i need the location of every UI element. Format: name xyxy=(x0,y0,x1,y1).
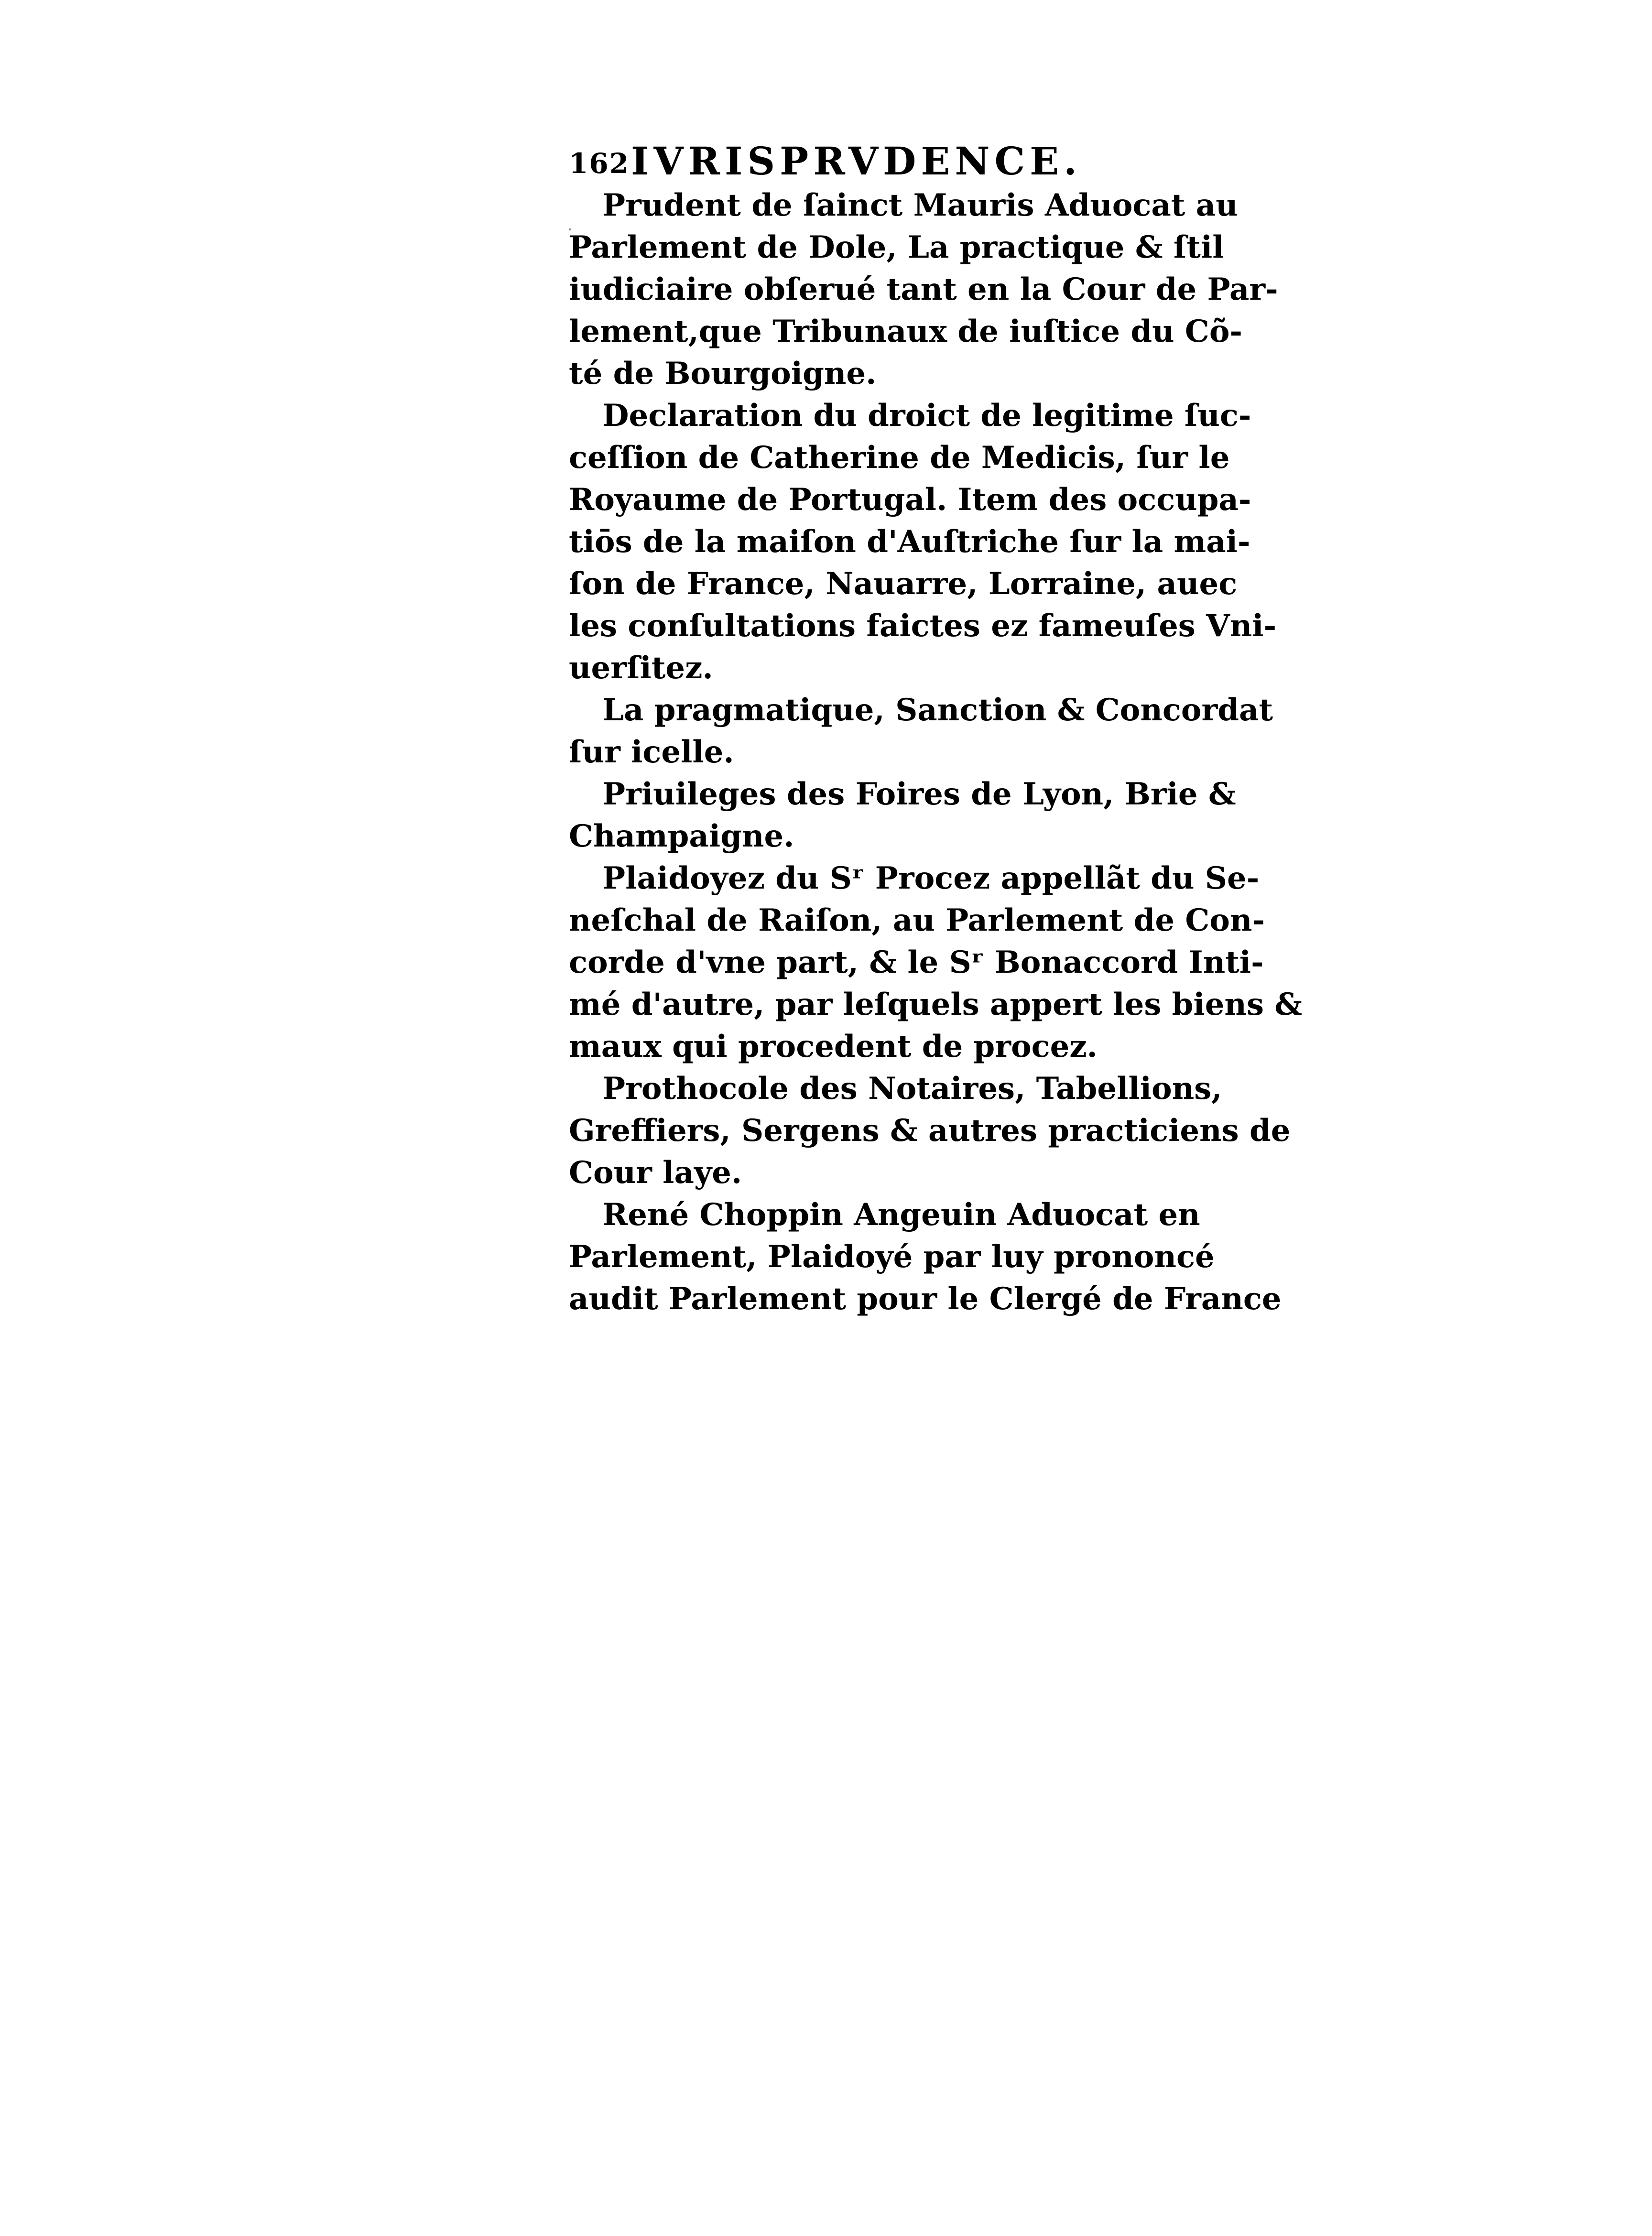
entry-line: Parlement de Dole, La practique & ſtil xyxy=(569,229,1224,265)
entry-line: Prudent de ſainct Mauris Aduocat au xyxy=(602,187,1238,223)
catalog-entry xyxy=(569,1194,1282,1320)
entry-line: Declaration du droict de legitime ſuc- xyxy=(602,398,1251,434)
entry-line: Cour laye. xyxy=(569,1155,742,1191)
entry-line: maux qui procedent de procez. xyxy=(569,1029,1098,1064)
text-column xyxy=(569,139,1303,1320)
entry-line: neſchal de Raiſon, au Parlement de Con- xyxy=(569,902,1265,938)
entry-line: Plaidoyez du Sʳ Procez appellãt du Se- xyxy=(602,860,1260,896)
entry-line: Prothocole des Notaires, Tabellions, xyxy=(602,1071,1222,1107)
catalog-entry xyxy=(569,395,1277,689)
entry-line: ſon de France, Nauarre, Lorraine, auec xyxy=(569,566,1238,602)
entry-line: Royaume de Portugal. Item des occupa- xyxy=(569,482,1251,518)
entry-line: uerſitez. xyxy=(569,650,713,686)
entry-line: lement,que Tribunaux de iuſtice du Cõ- xyxy=(569,314,1243,349)
catalog-entry xyxy=(569,857,1303,1068)
entry-line: tiōs de la maiſon d'Auſtriche ſur la mai- xyxy=(569,524,1250,560)
page-header xyxy=(569,139,1162,185)
running-head: IVRISPRVDENCE. xyxy=(631,139,1082,184)
entry-line: Parlement, Plaidoyé par luy prononcé xyxy=(569,1239,1215,1275)
entry-line: audit Parlement pour le Clergé de France xyxy=(569,1281,1282,1317)
entry-line: La pragmatique, Sanction & Concordat xyxy=(602,692,1273,728)
entry-line: Priuileges des Foires de Lyon, Brie & xyxy=(602,776,1236,812)
catalog-entry xyxy=(569,1068,1291,1194)
entry-line: Champaigne. xyxy=(569,818,794,854)
entry-line: René Choppin Angeuin Aduocat en xyxy=(602,1197,1200,1233)
entry-line: les conſultations faictes ez fameuſes Vni- xyxy=(569,608,1277,644)
entry-line: té de Bourgoigne. xyxy=(569,356,877,391)
catalog-entry xyxy=(569,773,1236,857)
entry-line: ſur icelle. xyxy=(569,734,734,770)
entry-line: Greffiers, Sergens & autres practiciens de xyxy=(569,1113,1291,1149)
entry-line: iudiciaire obſerué tant en la Cour de Par- xyxy=(569,271,1278,307)
entry-line: mé d'autre, par leſquels appert les biens & xyxy=(569,987,1303,1022)
entry-line: ceſſion de Catherine de Medicis, ſur le xyxy=(569,440,1230,476)
page-number: 162 xyxy=(569,147,630,180)
catalog-entry xyxy=(569,689,1273,773)
catalog-entry xyxy=(569,185,1278,395)
entry-line: corde d'vne part, & le Sʳ Bonaccord Inti- xyxy=(569,944,1264,980)
